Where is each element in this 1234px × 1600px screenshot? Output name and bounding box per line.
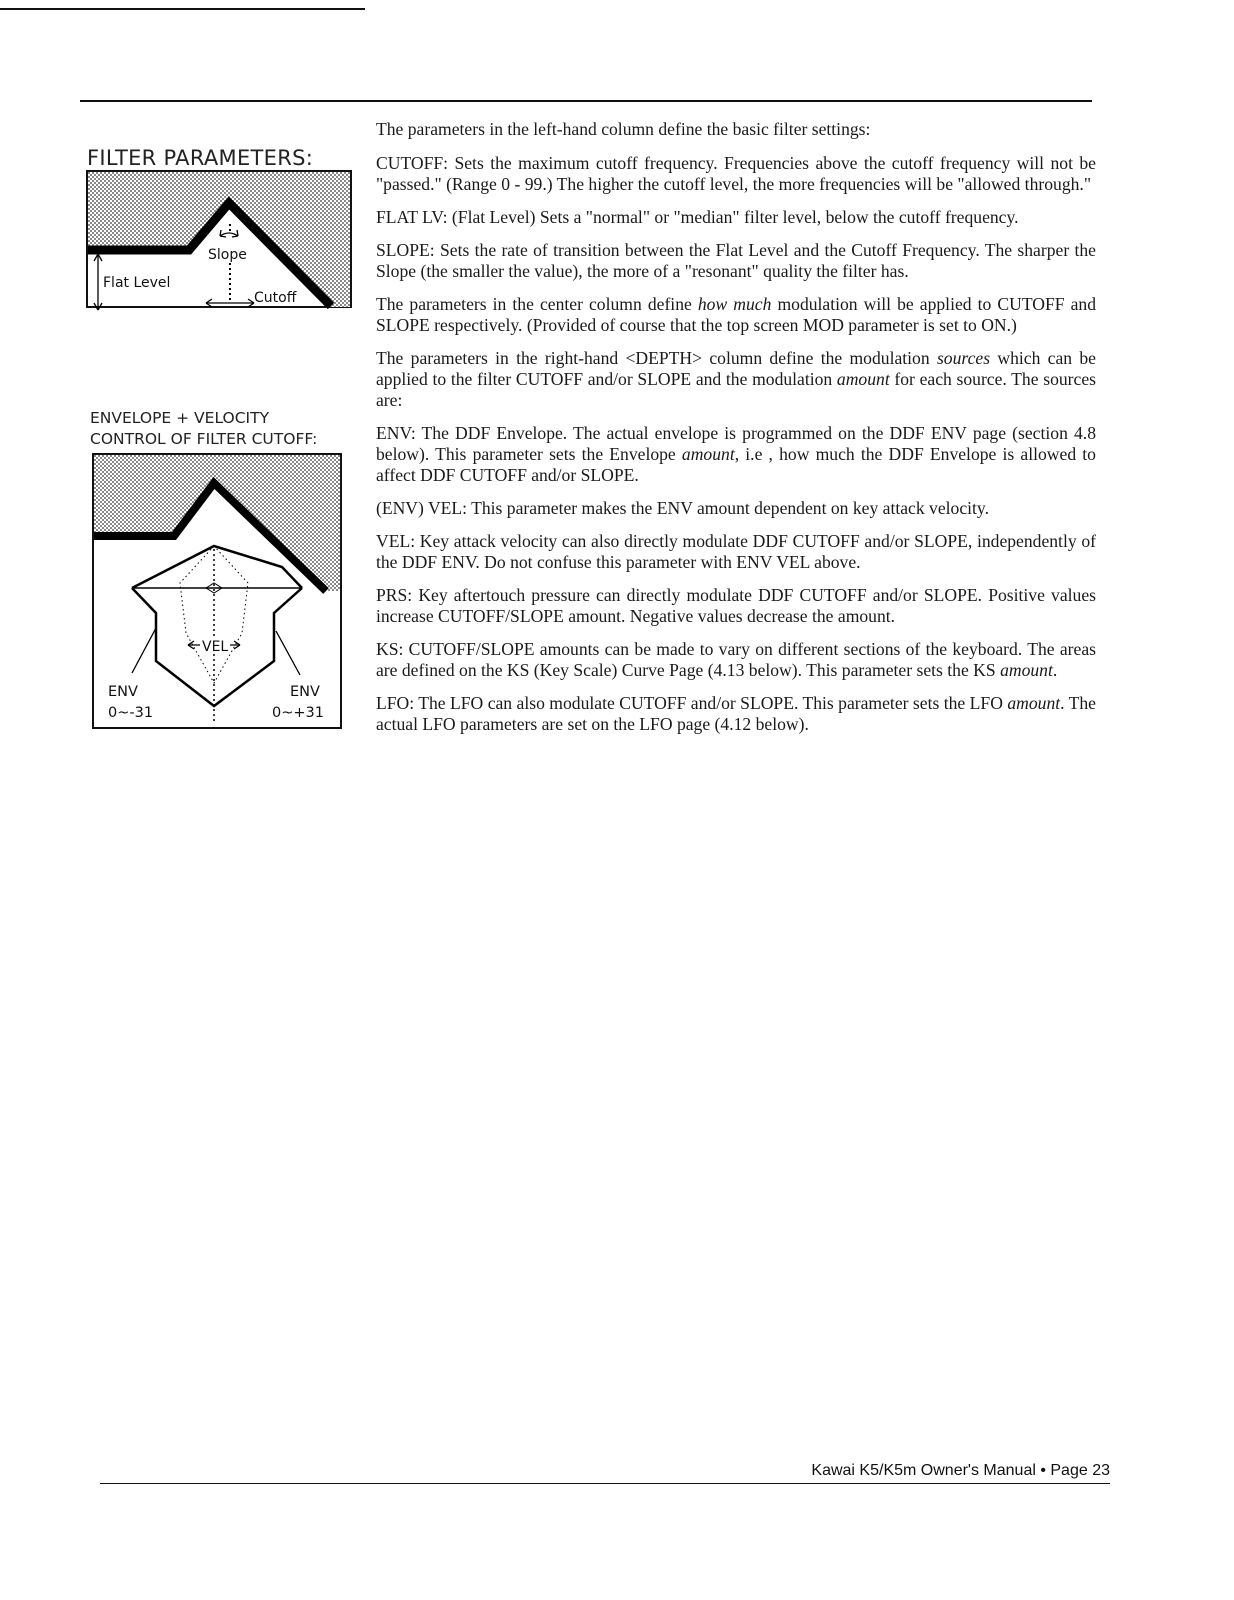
intro-paragraph: The parameters in the left-hand column define the basic filter settings: xyxy=(376,119,871,139)
filter-parameters-diagram xyxy=(86,170,354,316)
prs-paragraph: PRS: Key aftertouch pressure can directly modulate DDF CUTOFF and/or SLOPE. Positive values increase CUTOFF/SLOPE amount. Negative values decrease the amount. xyxy=(376,585,1096,626)
slope-label: Slope xyxy=(208,247,247,263)
footer-rule xyxy=(100,1483,1110,1484)
slope-paragraph: SLOPE: Sets the rate of transition between the Flat Level and the Cutoff Frequency. The sharper the Slope (the smaller the value), the more of a "resonant" quality the filter has. xyxy=(376,240,1096,281)
top-divider-short xyxy=(0,8,365,10)
cutoff-paragraph: CUTOFF: Sets the maximum cutoff frequency. Frequencies above the cutoff frequency will not be "passed." (Range 0 - 99.) The higher the cutoff level, the more frequencies will be "allowed through." xyxy=(376,153,1096,194)
emphasis-amount: amount xyxy=(836,369,890,389)
center-column-paragraph: The parameters in the center column define how much modulation will be applied to CUTOFF and SLOPE respectively. (Provided of course that the top screen MOD parameter is set to ON.) xyxy=(376,294,1096,335)
filter-parameters-heading: FILTER PARAMETERS: xyxy=(87,146,314,170)
ks-paragraph: KS: CUTOFF/SLOPE amounts can be made to vary on different sections of the keyboard. The areas are defined on the KS (Key Scale) Curve Page (4.13 below). This parameter sets the KS amount. xyxy=(376,639,1096,680)
vel-label: VEL xyxy=(202,639,229,655)
page-footer: Kawai K5/K5m Owner's Manual • Page 23 xyxy=(811,1462,1110,1479)
emphasis-amount: amount xyxy=(1000,660,1053,680)
env-caption-line-1: ENVELOPE + VELOCITY xyxy=(90,409,270,427)
right-column-paragraph: The parameters in the right-hand <DEPTH> column define the modulation sources which can be applied to the filter CUTOFF and/or SLOPE and the modulation amount for each source. The sources are: xyxy=(376,348,1096,410)
emphasis-how-much: how much xyxy=(697,294,772,314)
env-right-label: ENV xyxy=(290,684,320,700)
cutoff-label: Cutoff xyxy=(254,290,297,306)
env-left-range: 0~-31 xyxy=(108,705,154,721)
envelope-velocity-caption xyxy=(90,408,317,450)
emphasis-amount: amount xyxy=(1007,693,1061,713)
flat-level-label: Flat Level xyxy=(103,275,171,291)
header-rule xyxy=(80,100,1092,102)
env-paragraph: ENV: The DDF Envelope. The actual envelope is programmed on the DDF ENV page (section 4.8 below). This parameter sets the Envelope amount, i.e , how much the DDF Envelope is allowed to affect DDF CUTOFF and/or SLOPE. xyxy=(376,423,1096,485)
env-caption-line-2: CONTROL OF FILTER CUTOFF: xyxy=(90,430,318,448)
vel-paragraph: VEL: Key attack velocity can also directly modulate DDF CUTOFF and/or SLOPE, independently of the DDF ENV. Do not confuse this parameter with ENV VEL above. xyxy=(376,531,1096,572)
filter-parameters-description xyxy=(376,119,1096,747)
emphasis-amount: amount xyxy=(681,444,735,464)
flat-level-paragraph: FLAT LV: (Flat Level) Sets a "normal" or "median" filter level, below the cutoff frequency. xyxy=(376,207,1019,227)
env-vel-paragraph: (ENV) VEL: This parameter makes the ENV amount dependent on key attack velocity. xyxy=(376,498,989,518)
env-right-range: 0~+31 xyxy=(272,705,324,721)
lfo-paragraph: LFO: The LFO can also modulate CUTOFF and/or SLOPE. This parameter sets the LFO amount. The actual LFO parameters are set on the LFO page (4.12 below). xyxy=(376,693,1096,734)
envelope-velocity-diagram xyxy=(92,453,344,731)
emphasis-sources: sources xyxy=(936,348,991,368)
env-left-label: ENV xyxy=(108,684,138,700)
